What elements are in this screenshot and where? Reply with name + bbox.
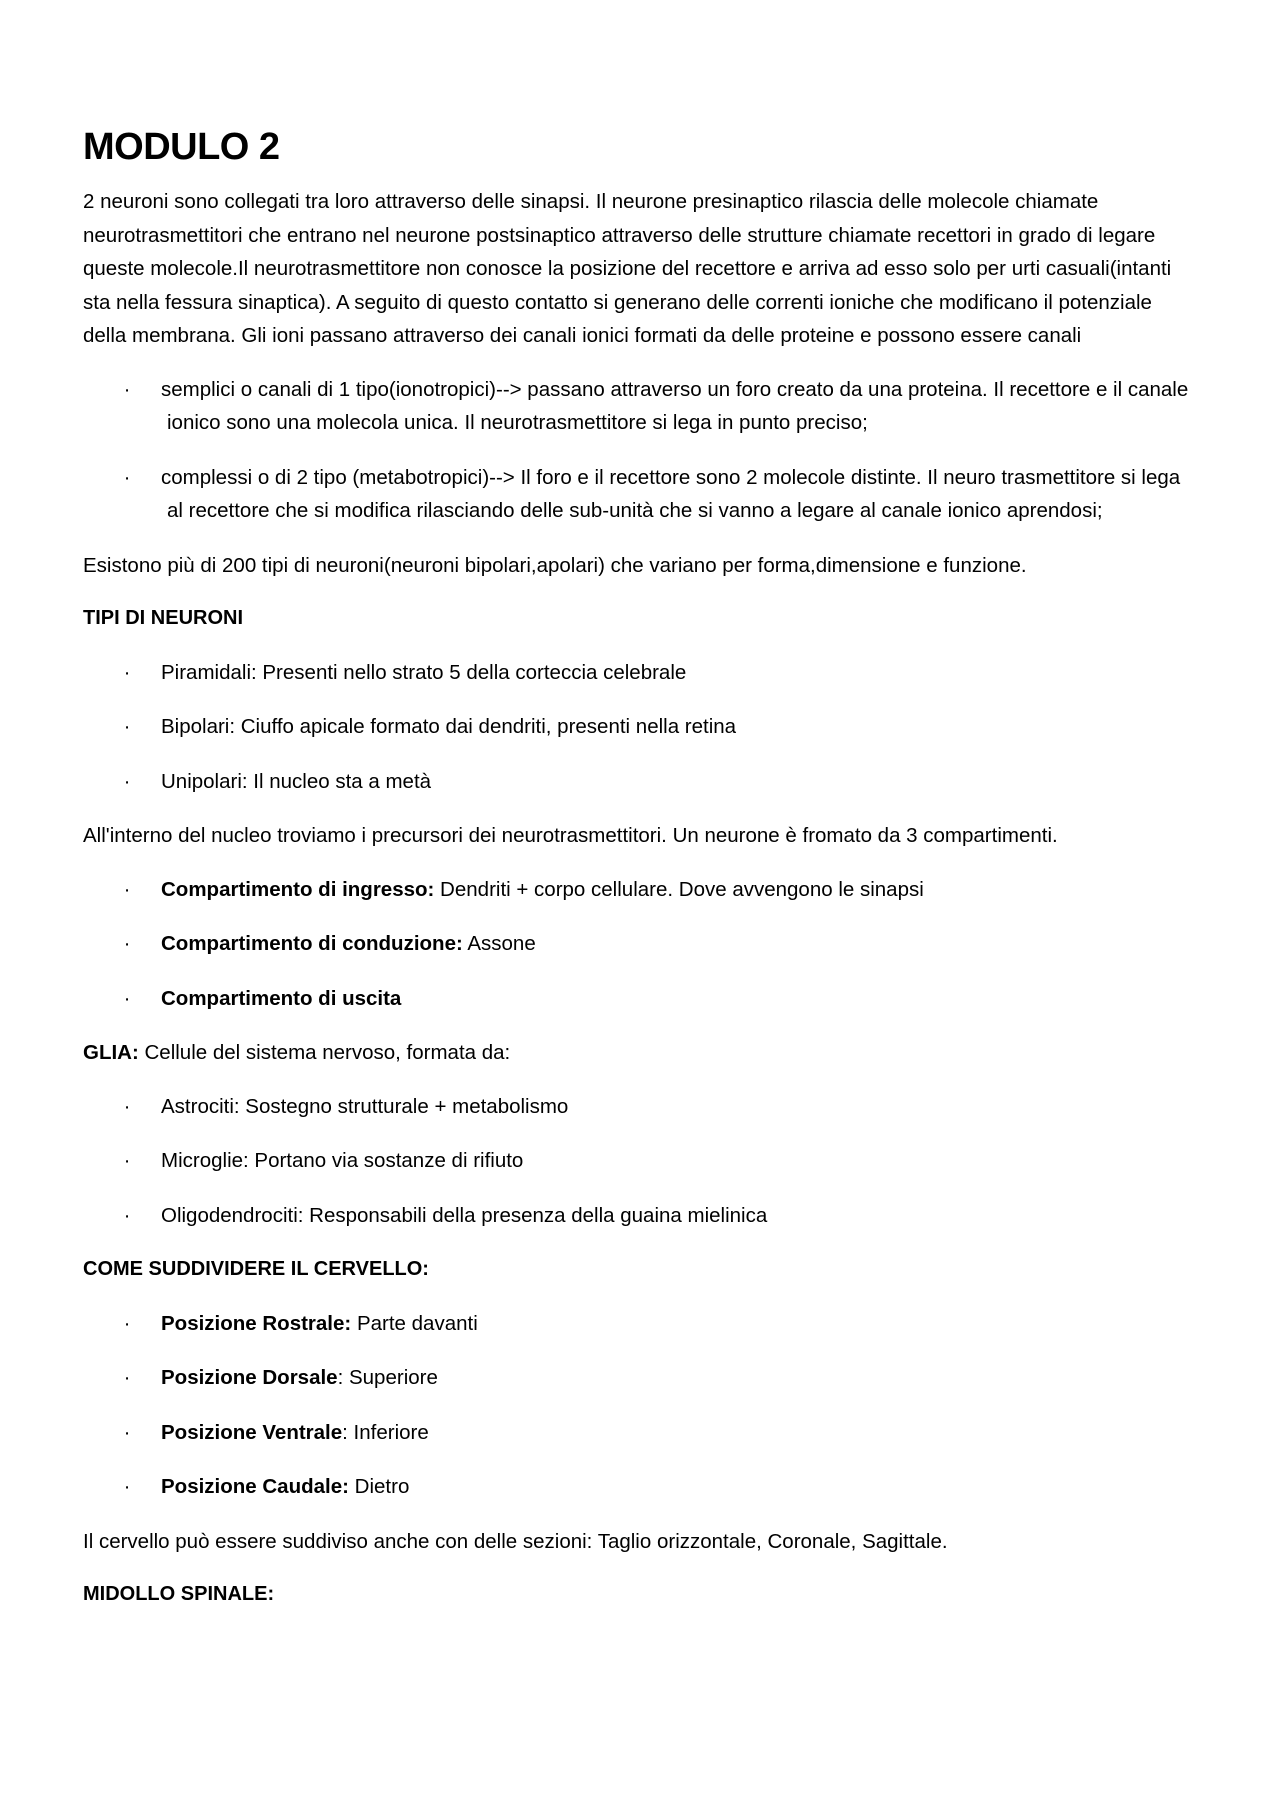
list-item xyxy=(83,1361,1197,1395)
list-item-text: Parte davanti xyxy=(351,1311,478,1335)
page-title: MODULO 2 xyxy=(83,126,280,168)
bullet: · xyxy=(123,986,131,1010)
nucleus-paragraph: All'interno del nucleo troviamo i precursori dei neurotrasmettitori. Un neurone è fromato da 3 compartimenti. xyxy=(83,824,1058,847)
bullet: · xyxy=(123,769,131,793)
spinal-cord-heading: MIDOLLO SPINALE: xyxy=(83,1583,275,1605)
brain-division-heading: COME SUDDIVIDERE IL CERVELLO: xyxy=(83,1258,429,1280)
bullet: · xyxy=(123,1311,131,1335)
bullet: · xyxy=(123,660,131,684)
list-item xyxy=(83,710,1197,744)
list-item-label: Compartimento di ingresso: xyxy=(161,877,435,901)
compartments-list xyxy=(83,873,1197,1016)
bullet: · xyxy=(123,1094,131,1118)
positions-list xyxy=(83,1307,1197,1504)
list-item-label: Posizione Caudale: xyxy=(161,1475,349,1498)
channel-types-list xyxy=(83,373,1197,528)
list-item-text: Bipolari: Ciuffo apicale formato dai dendriti, presenti nella retina xyxy=(161,715,737,738)
list-item-text: complessi o di 2 tipo (metabotropici)--> Il foro e il recettore sono 2 molecole distinte. Il neuro trasmettitore si lega al recettore che si modifica rilasciando delle sub-unità che si vanno a legare al canale ionico aprendosi; xyxy=(161,465,1181,522)
list-item-text: Oligodendrociti: Responsabili della presenza della guaina mielinica xyxy=(161,1203,768,1227)
list-item xyxy=(83,1199,1197,1233)
intro-paragraph: 2 neuroni sono collegati tra loro attraverso delle sinapsi. Il neurone presinaptico rilascia delle molecole chiamate neurotrasmettitori che entrano nel neurone postsinaptico attraverso delle strutture chiamate recettori in grado di legare queste molecole.Il neurotrasmettitore non conosce la posizione del recettore e arriva ad esso solo per urti casuali(intanti sta nella fessura sinaptica). A seguito di questo contatto si generano delle correnti ioniche che modificano il potenziale della membrana. Gli ioni passano attraverso dei canali ionici formati da delle proteine e possono essere canali xyxy=(83,190,1172,347)
list-item-label: Posizione Rostrale: xyxy=(161,1311,352,1335)
list-item xyxy=(83,1307,1197,1341)
list-item xyxy=(83,1416,1197,1450)
list-item-label: Compartimento di uscita xyxy=(161,986,402,1010)
list-item xyxy=(83,373,1197,440)
list-item xyxy=(83,873,1197,907)
glia-text: Cellule del sistema nervoso, formata da: xyxy=(138,1041,511,1064)
neuron-types-intro: Esistono più di 200 tipi di neuroni(neuroni bipolari,apolari) che variano per forma,dimensione e funzione. xyxy=(83,553,1027,577)
bullet: · xyxy=(123,715,131,738)
list-item xyxy=(83,1470,1197,1504)
list-item-text: : Superiore xyxy=(337,1366,438,1389)
list-item xyxy=(83,927,1197,961)
list-item-text: Dendriti + corpo cellulare. Dove avvengono le sinapsi xyxy=(434,877,924,901)
list-item-text: Assone xyxy=(462,932,536,955)
list-item-text: Astrociti: Sostegno strutturale + metabolismo xyxy=(161,1094,569,1118)
bullet: · xyxy=(123,1149,131,1172)
bullet: · xyxy=(123,877,131,901)
list-item-text: Dietro xyxy=(348,1475,410,1498)
glia-types-list xyxy=(83,1090,1197,1233)
neuron-types-heading: TIPI DI NEURONI xyxy=(83,607,244,629)
glia-paragraph xyxy=(83,1036,1197,1070)
neuron-types-list xyxy=(83,656,1197,799)
list-item-label: Posizione Dorsale xyxy=(161,1366,338,1389)
list-item-text: Unipolari: Il nucleo sta a metà xyxy=(161,769,432,793)
list-item xyxy=(83,461,1197,528)
bullet: · xyxy=(123,932,131,955)
bullet: · xyxy=(123,465,131,489)
bullet: · xyxy=(123,1475,131,1498)
list-item-label: Posizione Ventrale xyxy=(161,1420,343,1444)
list-item xyxy=(83,1144,1197,1178)
bullet: · xyxy=(123,1366,131,1389)
list-item xyxy=(83,1090,1197,1124)
list-item xyxy=(83,765,1197,799)
sections-paragraph: Il cervello può essere suddiviso anche con delle sezioni: Taglio orizzontale, Coronale, Sagittale. xyxy=(83,1529,948,1553)
list-item-text: Piramidali: Presenti nello strato 5 della corteccia celebrale xyxy=(161,660,687,684)
list-item-text: semplici o canali di 1 tipo(ionotropici)--> passano attraverso un foro creato da una proteina. Il recettore e il canale ionico sono una molecola unica. Il neurotrasmettitore si lega in punto preciso; xyxy=(161,377,1189,434)
glia-label: GLIA: xyxy=(83,1041,139,1064)
list-item-text: : Inferiore xyxy=(342,1420,429,1444)
list-item-text: Microglie: Portano via sostanze di rifiuto xyxy=(161,1149,524,1172)
list-item-label: Compartimento di conduzione: xyxy=(161,932,463,955)
list-item xyxy=(83,982,1197,1016)
bullet: · xyxy=(123,1420,131,1444)
bullet: · xyxy=(123,377,131,401)
bullet: · xyxy=(123,1203,131,1227)
list-item xyxy=(83,656,1197,690)
